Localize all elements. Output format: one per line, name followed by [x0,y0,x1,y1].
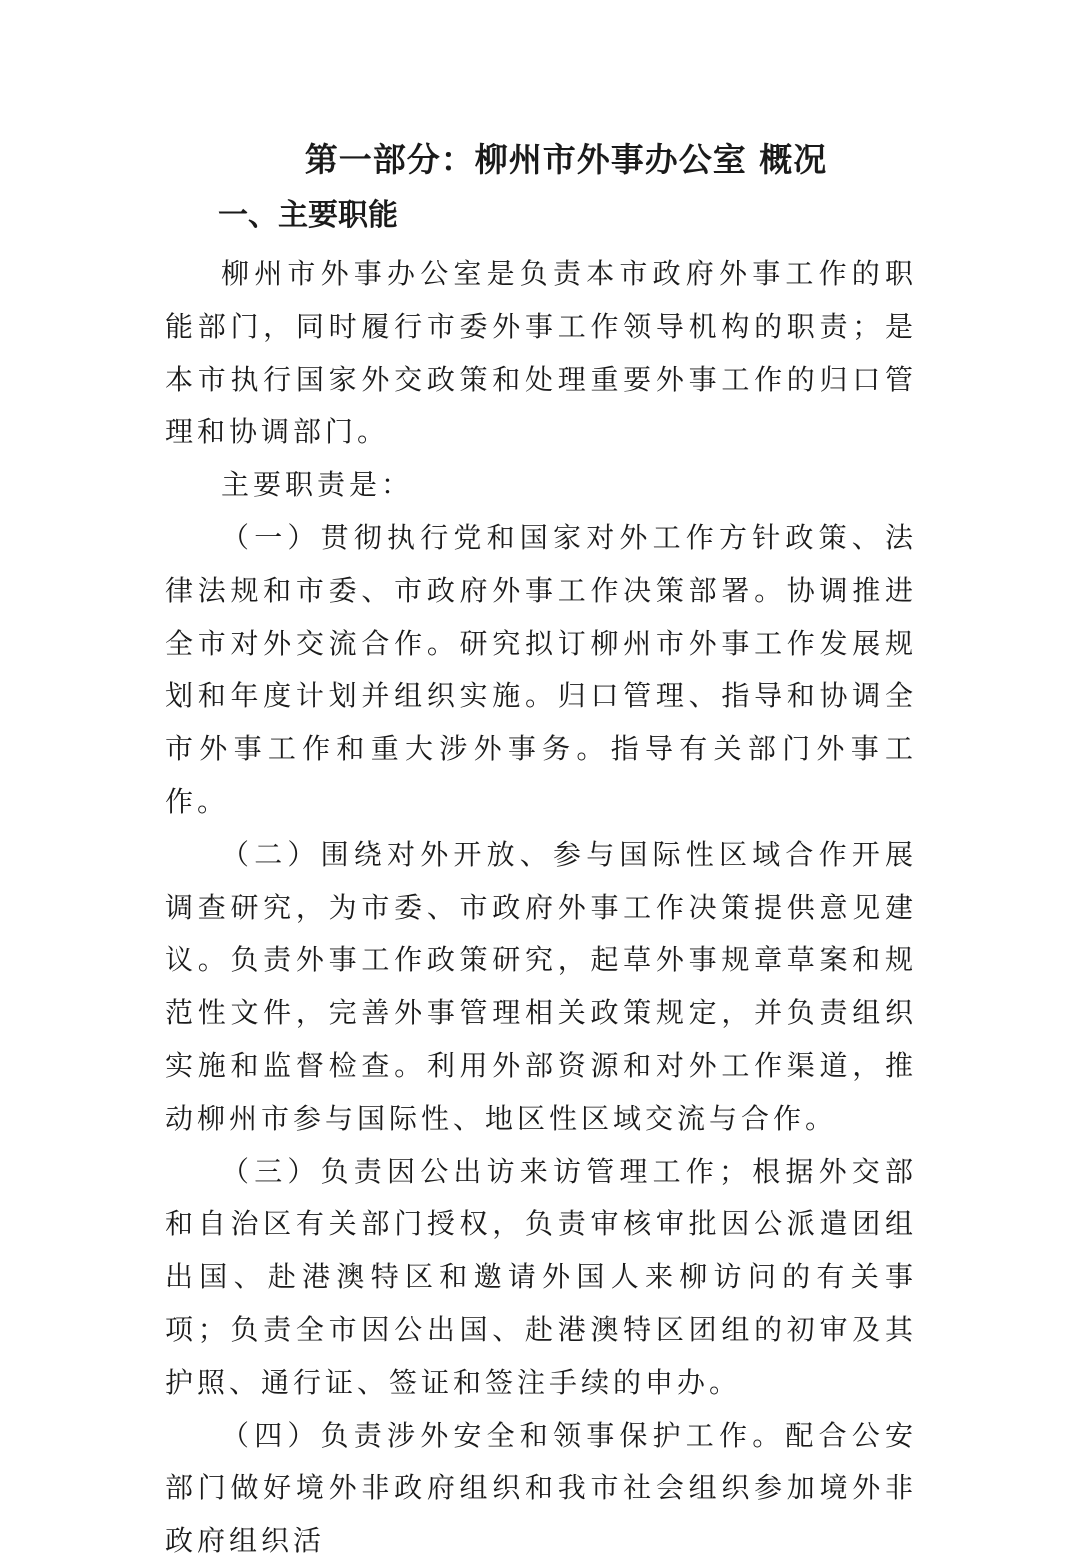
paragraph-duty-2: （二）围绕对外开放、参与国际性区域合作开展调查研究，为市委、市政府外事工作决策提供意见建议。负责外事工作政策研究，起草外事规章草案和规范性文件，完善外事管理相关政策规定，并负责组织实施和监督检查。利用外部资源和对外工作渠道，推动柳州市参与国际性、地区性区域交流与合作。 [165,837,917,1135]
section-heading: 一、主要职能 [218,198,398,233]
paragraph-intro: 柳州市外事办公室是负责本市政府外事工作的职能部门，同时履行市委外事工作领导机构的职责；是本市执行国家外交政策和处理重要外事工作的归口管理和协调部门。 [165,257,917,449]
paragraph-duty-3: （三）负责因公出访来访管理工作；根据外交部和自治区有关部门授权，负责审核审批因公派遣团组出国、赴港澳特区和邀请外国人来柳访问的有关事项；负责全市因公出国、赴港澳特区团组的初审及其护照、通行证、签证和签注手续的申办。 [165,1154,917,1399]
body-text [165,248,917,1568]
paragraph-duty-4: （四）负责涉外安全和领事保护工作。配合公安部门做好境外非政府组织和我市社会组织参加境外非政府组织活 [165,1418,917,1558]
paragraph-duty-1: （一）贯彻执行党和国家对外工作方针政策、法律法规和市委、市政府外事工作决策部署。协调推进全市对外交流合作。研究拟订柳州市外事工作发展规划和年度计划并组织实施。归口管理、指导和协调全市外事工作和重大涉外事务。指导有关部门外事工作。 [165,520,917,818]
page-title: 第一部分：柳州市外事办公室 概况 [304,140,828,179]
paragraph-duties-label: 主要职责是： [221,468,414,502]
